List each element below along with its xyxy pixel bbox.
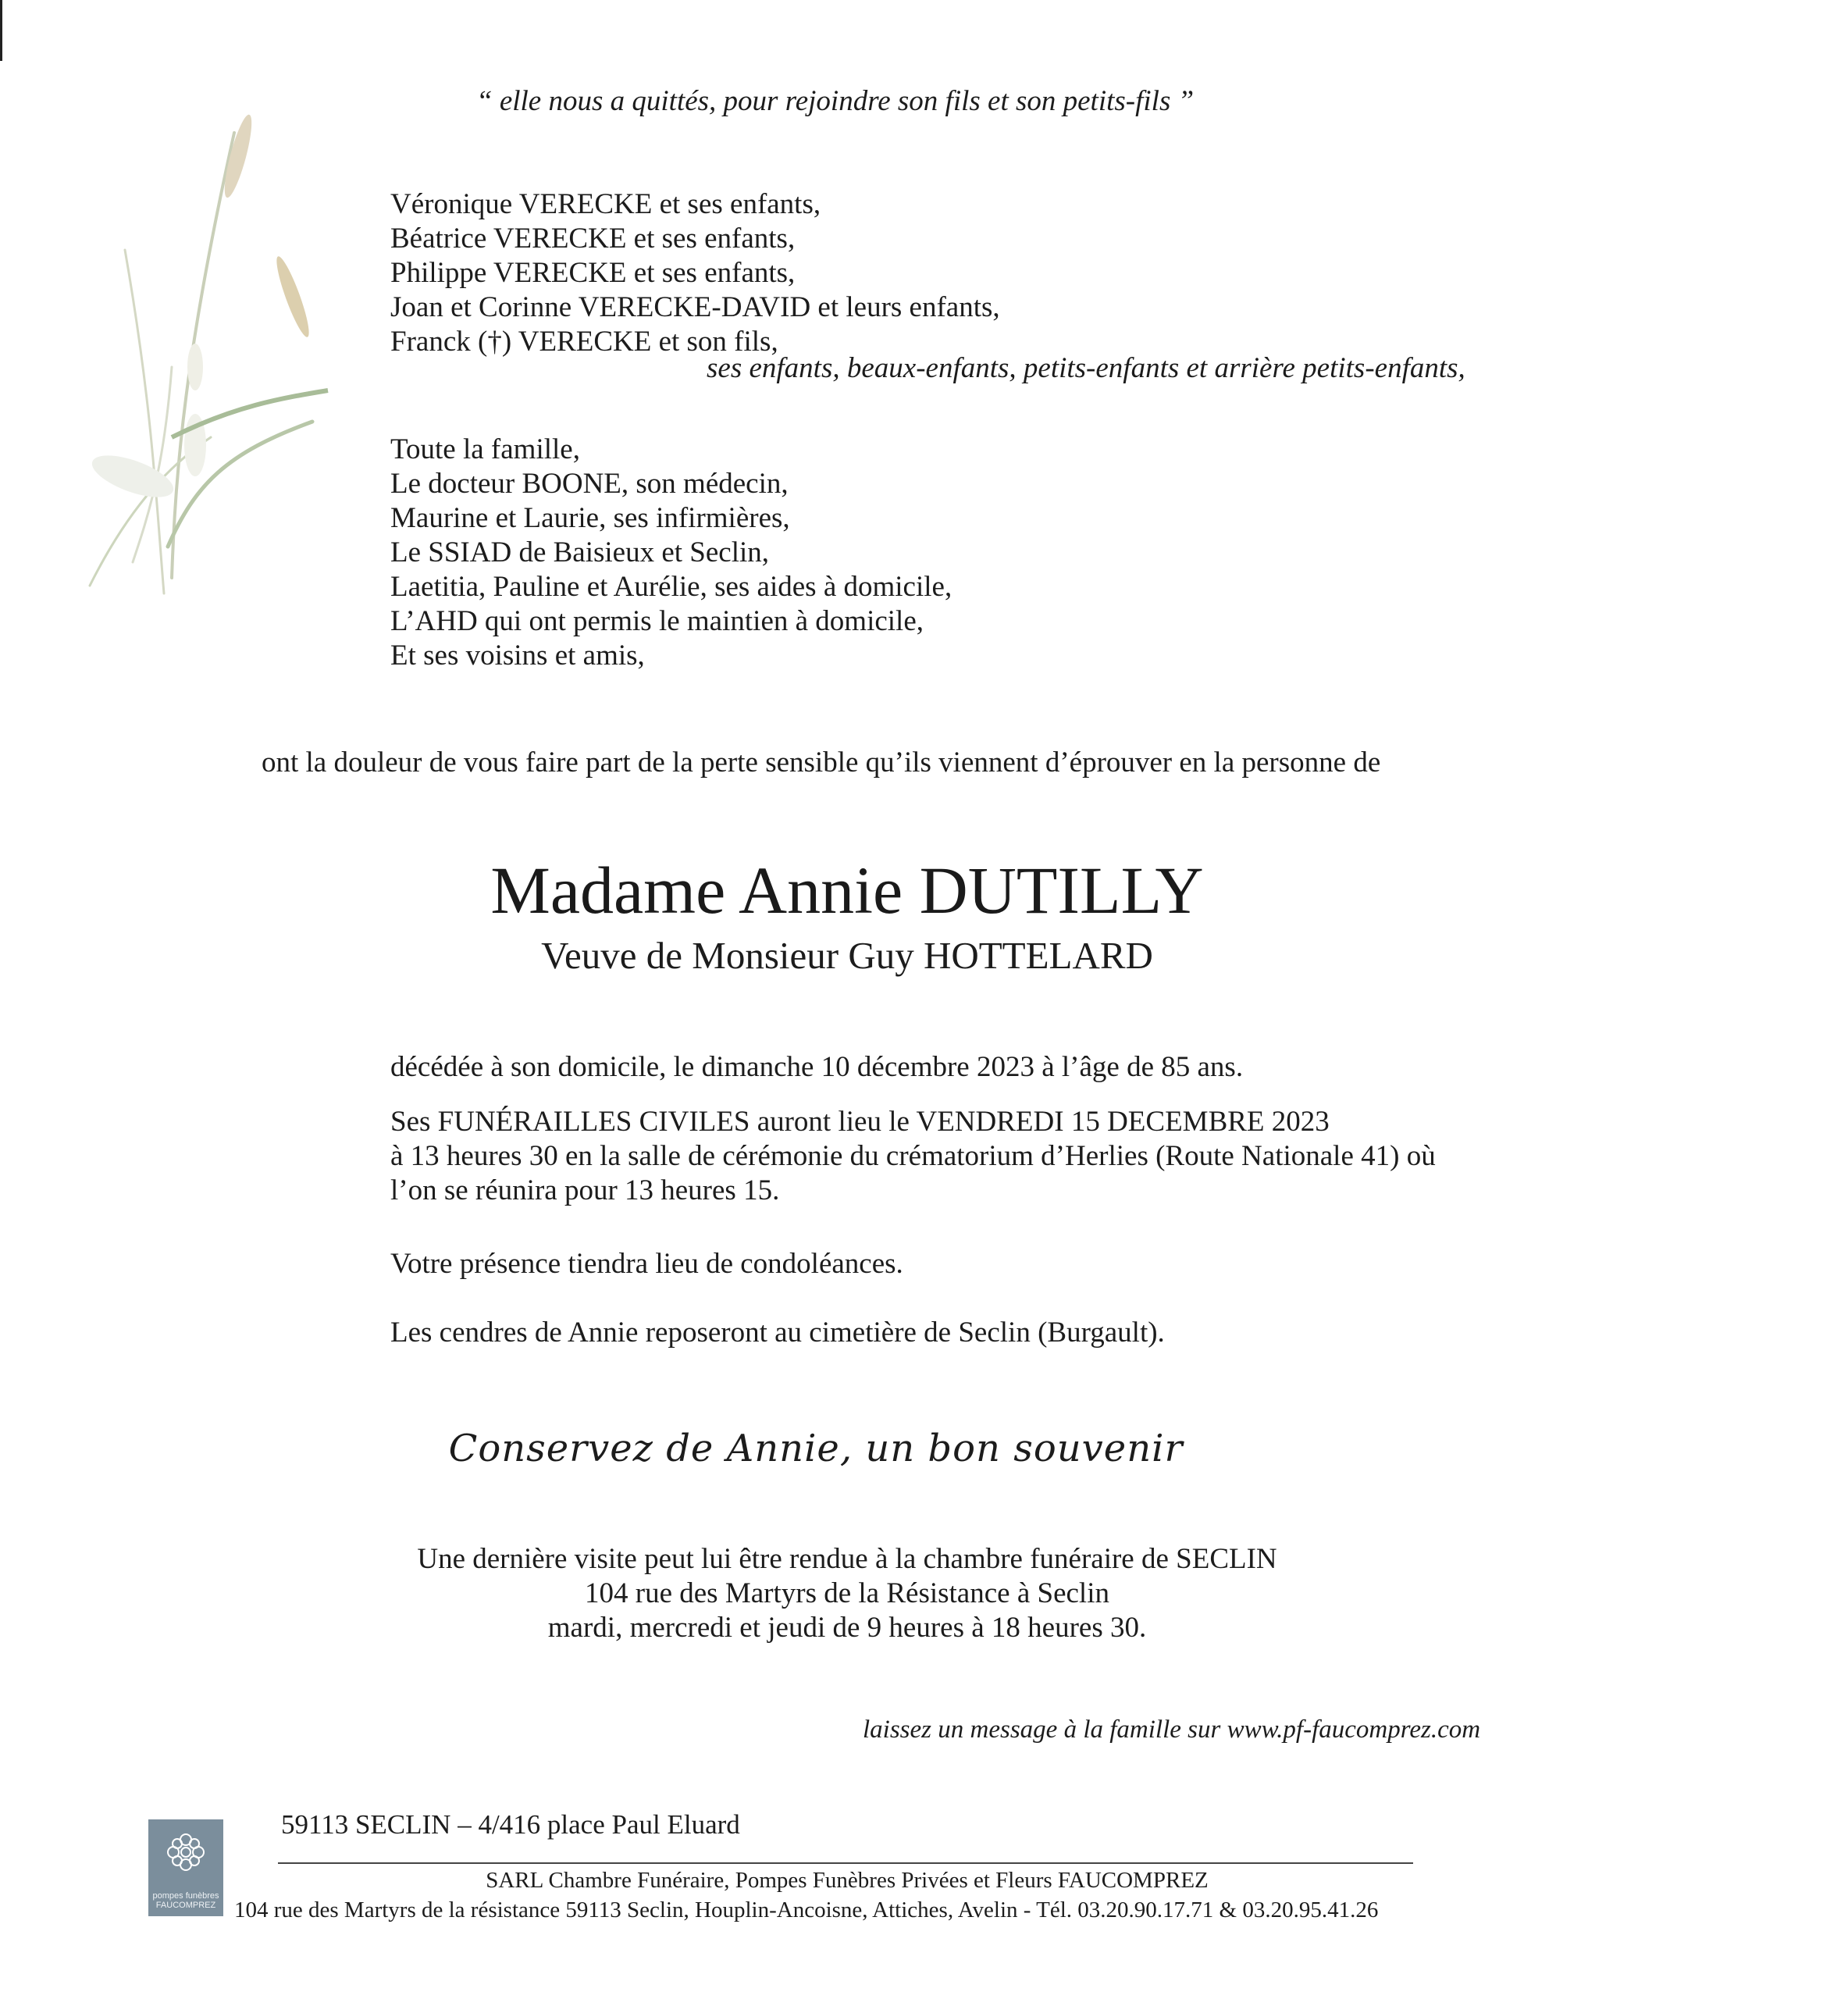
- announcement-text: ont la douleur de vous faire part de la perte sensible qu’ils viennent d’éprouver en la personne de: [262, 747, 1381, 779]
- family-line: Franck (†) VERECKE et son fils,: [390, 326, 778, 358]
- funeral-details: [390, 1105, 1436, 1208]
- others-line: Et ses voisins et amis,: [390, 640, 645, 672]
- family-list: [390, 187, 1000, 359]
- funeral-line: à 13 heures 30 en la salle de cérémonie du crématorium d’Herlies (Route Nationale 41) où: [390, 1140, 1436, 1172]
- agency-address: 59113 SECLIN – 4/416 place Paul Eluard: [281, 1809, 740, 1840]
- family-line: Béatrice VERECKE et ses enfants,: [390, 223, 796, 255]
- footer-contact: 104 rue des Martyrs de la résistance 59113 Seclin, Houplin-Ancoisne, Attiches, Avelin - Tél. 03.20.90.17.71 & 03.20.95.41.26: [234, 1897, 1379, 1922]
- logo-text: pompes funèbres FAUCOMPREZ: [152, 1891, 219, 1910]
- family-subtitle: ses enfants, beaux-enfants, petits-enfants et arrière petits-enfants,: [707, 352, 1465, 384]
- visit-line: 104 rue des Martyrs de la Résistance à Seclin: [585, 1577, 1109, 1609]
- death-notice: décédée à son domicile, le dimanche 10 décembre 2023 à l’âge de 85 ans.: [390, 1051, 1244, 1083]
- widow-of: Veuve de Monsieur Guy HOTTELARD: [541, 934, 1153, 977]
- opening-quote: “ elle nous a quittés, pour rejoindre son fils et son petits-fils ”: [476, 85, 1195, 117]
- family-line: Véronique VERECKE et ses enfants,: [390, 188, 821, 220]
- others-line: Maurine et Laurie, ses infirmières,: [390, 502, 790, 534]
- family-line: Philippe VERECKE et ses enfants,: [390, 257, 796, 289]
- footer-divider: [278, 1862, 1413, 1864]
- visit-info: [0, 1542, 1694, 1645]
- family-line: Joan et Corinne VERECKE-DAVID et leurs enfants,: [390, 291, 1000, 323]
- others-line: Toute la famille,: [390, 433, 580, 465]
- ashes-note: Les cendres de Annie reposeront au cimetière de Seclin (Burgault).: [390, 1317, 1165, 1349]
- others-line: L’AHD qui ont permis le maintien à domicile,: [390, 605, 924, 637]
- flower-illustration: [78, 109, 344, 609]
- keepsake-phrase: Conservez de Annie, un bon souvenir: [448, 1427, 1184, 1470]
- deceased-name: Madame Annie DUTILLY: [490, 853, 1204, 928]
- scan-edge-mark: [0, 0, 2, 61]
- others-line: Le SSIAD de Baisieux et Seclin,: [390, 536, 770, 568]
- others-line: Le docteur BOONE, son médecin,: [390, 468, 789, 500]
- others-list: [390, 433, 952, 673]
- visit-line: mardi, mercredi et jeudi de 9 heures à 18 heures 30.: [547, 1612, 1147, 1644]
- message-link[interactable]: laissez un message à la famille sur www.pf-faucomprez.com: [863, 1716, 1481, 1744]
- presence-note: Votre présence tiendra lieu de condoléances.: [390, 1248, 903, 1280]
- funeral-line: Ses FUNÉRAILLES CIVILES auront lieu le VENDREDI 15 DECEMBRE 2023: [390, 1106, 1330, 1138]
- footer-company: SARL Chambre Funéraire, Pompes Funèbres Privées et Fleurs FAUCOMPREZ: [486, 1868, 1209, 1893]
- others-line: Laetitia, Pauline et Aurélie, ses aides à domicile,: [390, 571, 952, 603]
- visit-line: Une dernière visite peut lui être rendue à la chambre funéraire de SECLIN: [417, 1543, 1277, 1575]
- funeral-line: l’on se réunira pour 13 heures 15.: [390, 1174, 780, 1206]
